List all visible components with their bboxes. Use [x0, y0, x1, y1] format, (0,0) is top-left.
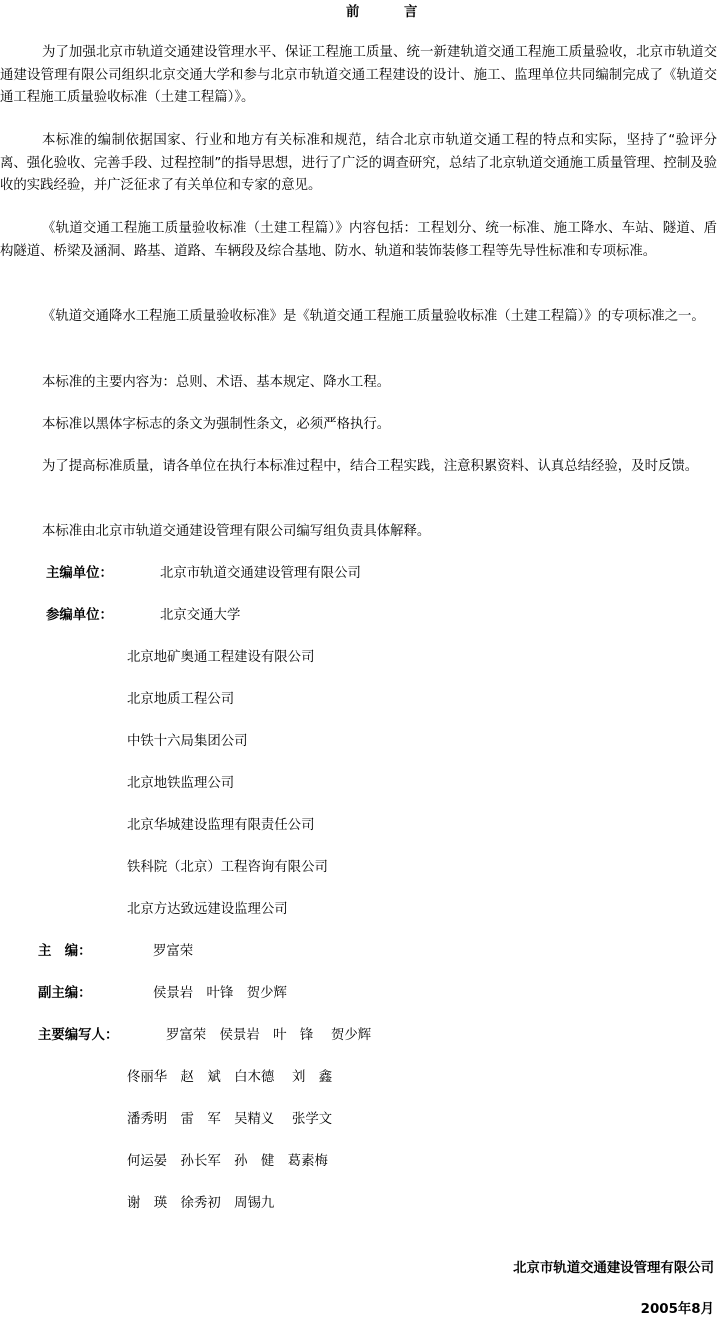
main-writers-label: 主要编写人：	[38, 1028, 119, 1043]
chief-unit-label: 主编单位：	[46, 566, 113, 581]
paragraph-special-standard: 《轨道交通降水工程施工质量验收标准》是《轨道交通工程施工质量验收标准（土建工程篇）》的专项标准之一。	[42, 309, 705, 324]
main-writers-row: 潘秀明 雷 军 吴精义 张学文	[127, 1112, 333, 1127]
deputy-editor-value: 侯景岩 叶锋 贺少辉	[153, 986, 287, 1001]
page-title: 前 言	[346, 5, 438, 20]
paragraph-mandatory: 本标准以黑体字标志的条文为强制性条文，必须严格执行。	[42, 417, 391, 432]
participating-unit: 北京地质工程公司	[127, 692, 235, 707]
main-writers-row: 佟丽华 赵 斌 白木德 刘 鑫	[127, 1070, 333, 1085]
paragraph-intro: 为了加强北京市轨道交通建设管理水平、保证工程施工质量、统一新建轨道交通工程施工质量验收，北京市轨道交通建设管理有限公司组织北京交通大学和参与北京市轨道交通工程建设的设计、施工、监理单位共同编制完成了《轨道交通工程施工质量验收标准（土建工程篇）》。	[0, 45, 717, 105]
participating-unit: 北京交通大学	[160, 608, 241, 623]
participating-unit: 铁科院（北京）工程咨询有限公司	[127, 860, 328, 875]
paragraph-basis: 本标准的编制依据国家、行业和地方有关标准和规范，结合北京市轨道交通工程的特点和实际，坚持了“验评分离、强化验收、完善手段、过程控制”的指导思想，进行了广泛的调查研究，总结了北京轨道交通施工质量管理、控制及验收的实践经验，并广泛征求了有关单位和专家的意见。	[0, 133, 717, 193]
chief-editor-label: 主 编：	[38, 944, 92, 959]
paragraph-main-content: 本标准的主要内容为：总则、术语、基本规定、降水工程。	[42, 375, 391, 390]
paragraph-feedback: 为了提高标准质量，请各单位在执行本标准过程中，结合工程实践，注意积累资料、认真总结经验，及时反馈。	[42, 459, 699, 474]
participating-unit: 北京华城建设监理有限责任公司	[127, 818, 315, 833]
main-writers-row: 何运晏 孙长军 孙 健 葛素梅	[127, 1154, 328, 1169]
deputy-editor-label: 副主编：	[38, 986, 92, 1001]
paragraph-contents: 《轨道交通工程施工质量验收标准（土建工程篇）》内容包括：工程划分、统一标准、施工降水、车站、隧道、盾构隧道、桥梁及涵洞、路基、道路、车辆段及综合基地、防水、轨道和装饰装修工程等先导性标准和专项标准。	[0, 221, 717, 259]
chief-editor-value: 罗富荣	[153, 944, 194, 959]
participating-unit: 北京方达致远建设监理公司	[127, 902, 288, 917]
signature: 北京市轨道交通建设管理有限公司	[513, 1261, 714, 1276]
paragraph-interpretation: 本标准由北京市轨道交通建设管理有限公司编写组负责具体解释。	[42, 524, 431, 539]
participating-units-label: 参编单位：	[46, 608, 113, 623]
participating-unit: 北京地矿奥通工程建设有限公司	[127, 650, 315, 665]
main-writers-row: 罗富荣 侯景岩 叶 锋 贺少辉	[166, 1028, 372, 1043]
participating-unit: 中铁十六局集团公司	[127, 734, 248, 749]
main-writers-row: 谢 瑛 徐秀初 周锡九	[127, 1196, 275, 1211]
participating-unit: 北京地铁监理公司	[127, 776, 235, 791]
chief-unit-value: 北京市轨道交通建设管理有限公司	[160, 566, 361, 581]
date: 2005年8月	[640, 1302, 714, 1317]
